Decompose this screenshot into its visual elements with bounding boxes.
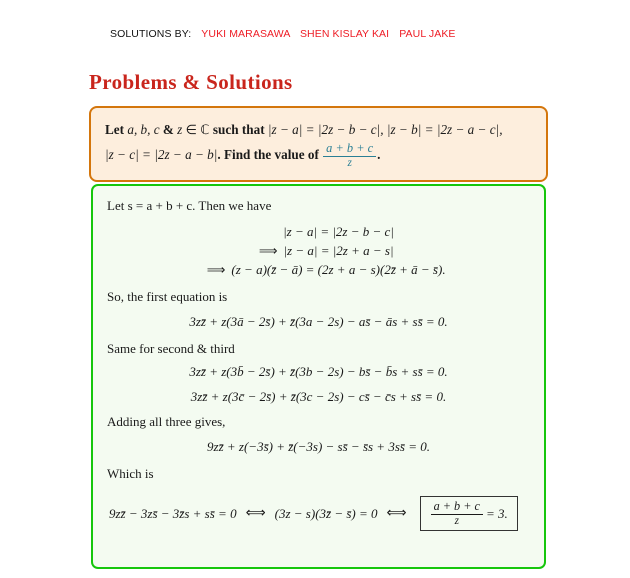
- iff-symbol-2: ⟺: [386, 506, 407, 522]
- page-title: Problems & Solutions: [89, 70, 293, 94]
- iff-symbol-1: ⟺: [245, 506, 266, 522]
- problem-find-value-text: . Find the value of: [217, 147, 323, 163]
- problem-target-fraction: [323, 142, 376, 170]
- problem-complex-set: ℂ: [200, 122, 210, 137]
- final-answer-value: = 3.: [485, 505, 508, 521]
- same-for-second-third-label: Same for second & third: [107, 341, 235, 356]
- derivation-equation-1: |z − a| = |2z − b − c|: [283, 224, 394, 239]
- implication-arrow-1: ⟹: [258, 243, 278, 258]
- first-equation: 3zz̄ + z(3ā − 2s̄) + z̄(3a − 2s) − as̄ − ās + ss̄ = 0.: [189, 314, 448, 329]
- problem-equations-2: |z − c| = |2z − a − b|: [105, 147, 218, 163]
- final-answer-fraction: [431, 500, 483, 527]
- byline-names: [194, 28, 455, 40]
- final-left-expression: 9zz̄ − 3zs̄ − 3z̄s + ss̄ = 0: [109, 505, 237, 521]
- problem-var-z: z: [177, 122, 183, 137]
- second-equation: 3zz̄ + z(3b̄ − 2s̄) + z̄(3b − 2s) − bs̄ − b̄s + ss̄ = 0.: [189, 364, 448, 379]
- author-name-1: YUKI MARASAWA: [201, 28, 290, 40]
- adding-all-three-label: Adding all three gives,: [107, 414, 226, 429]
- fraction-denominator: z: [323, 156, 376, 170]
- derivation-group: [107, 222, 530, 279]
- first-equation-label: So, the first equation is: [107, 289, 228, 304]
- final-fraction-numerator: a + b + c: [433, 499, 480, 513]
- problem-let-word: Let: [105, 122, 128, 137]
- derivation-row-3: [191, 260, 445, 279]
- problem-period: .: [377, 147, 381, 163]
- problem-suchthat: such that: [209, 122, 268, 137]
- problem-line-2: [105, 142, 532, 170]
- problem-line-1: [105, 117, 532, 142]
- solution-intro: Let s = a + b + c. Then we have: [107, 198, 272, 213]
- third-equation: 3zz̄ + z(3c̄ − 2s̄) + z̄(3c − 2s) − cs̄ − c̄s + ss̄ = 0.: [190, 389, 447, 404]
- derivation-equation-3: (z − a)(z̄ − ā) = (2z + a − s)(2z̄ + ā − s̄).: [231, 262, 446, 277]
- solution-box: [91, 184, 546, 569]
- sum-equation: 9zz̄ + z(−3s̄) + z̄(−3s) − ss̄ − s̄s + 3ss̄ = 0.: [207, 439, 430, 454]
- author-name-2: SHEN KISLAY KAI: [299, 28, 390, 40]
- problem-statement-box: [89, 106, 548, 182]
- final-fraction-denominator: z: [431, 514, 483, 528]
- implication-arrow-2: ⟹: [206, 262, 226, 277]
- author-name-3: PAUL JAKE: [399, 28, 456, 40]
- problem-amp: &: [159, 122, 178, 137]
- problem-equations-1: |z − a| = |2z − b − c|, |z − b| = |2z − a − c|,: [267, 122, 503, 137]
- final-middle-expression: (3z − s)(3z̄ − s̄) = 0: [274, 505, 378, 521]
- byline: [110, 28, 456, 40]
- final-answer-line: [107, 496, 530, 531]
- derivation-row-2: [243, 241, 393, 260]
- problem-in-symbol: ∈: [182, 122, 201, 137]
- which-is-label: Which is: [107, 466, 154, 481]
- byline-label: SOLUTIONS BY:: [110, 28, 192, 40]
- derivation-row-1: [243, 222, 394, 241]
- derivation-equation-2: |z − a| = |2z + a − s|: [283, 243, 394, 258]
- problem-vars: a, b, c: [127, 122, 160, 137]
- boxed-final-answer: [420, 496, 518, 531]
- fraction-numerator: a + b + c: [326, 141, 374, 155]
